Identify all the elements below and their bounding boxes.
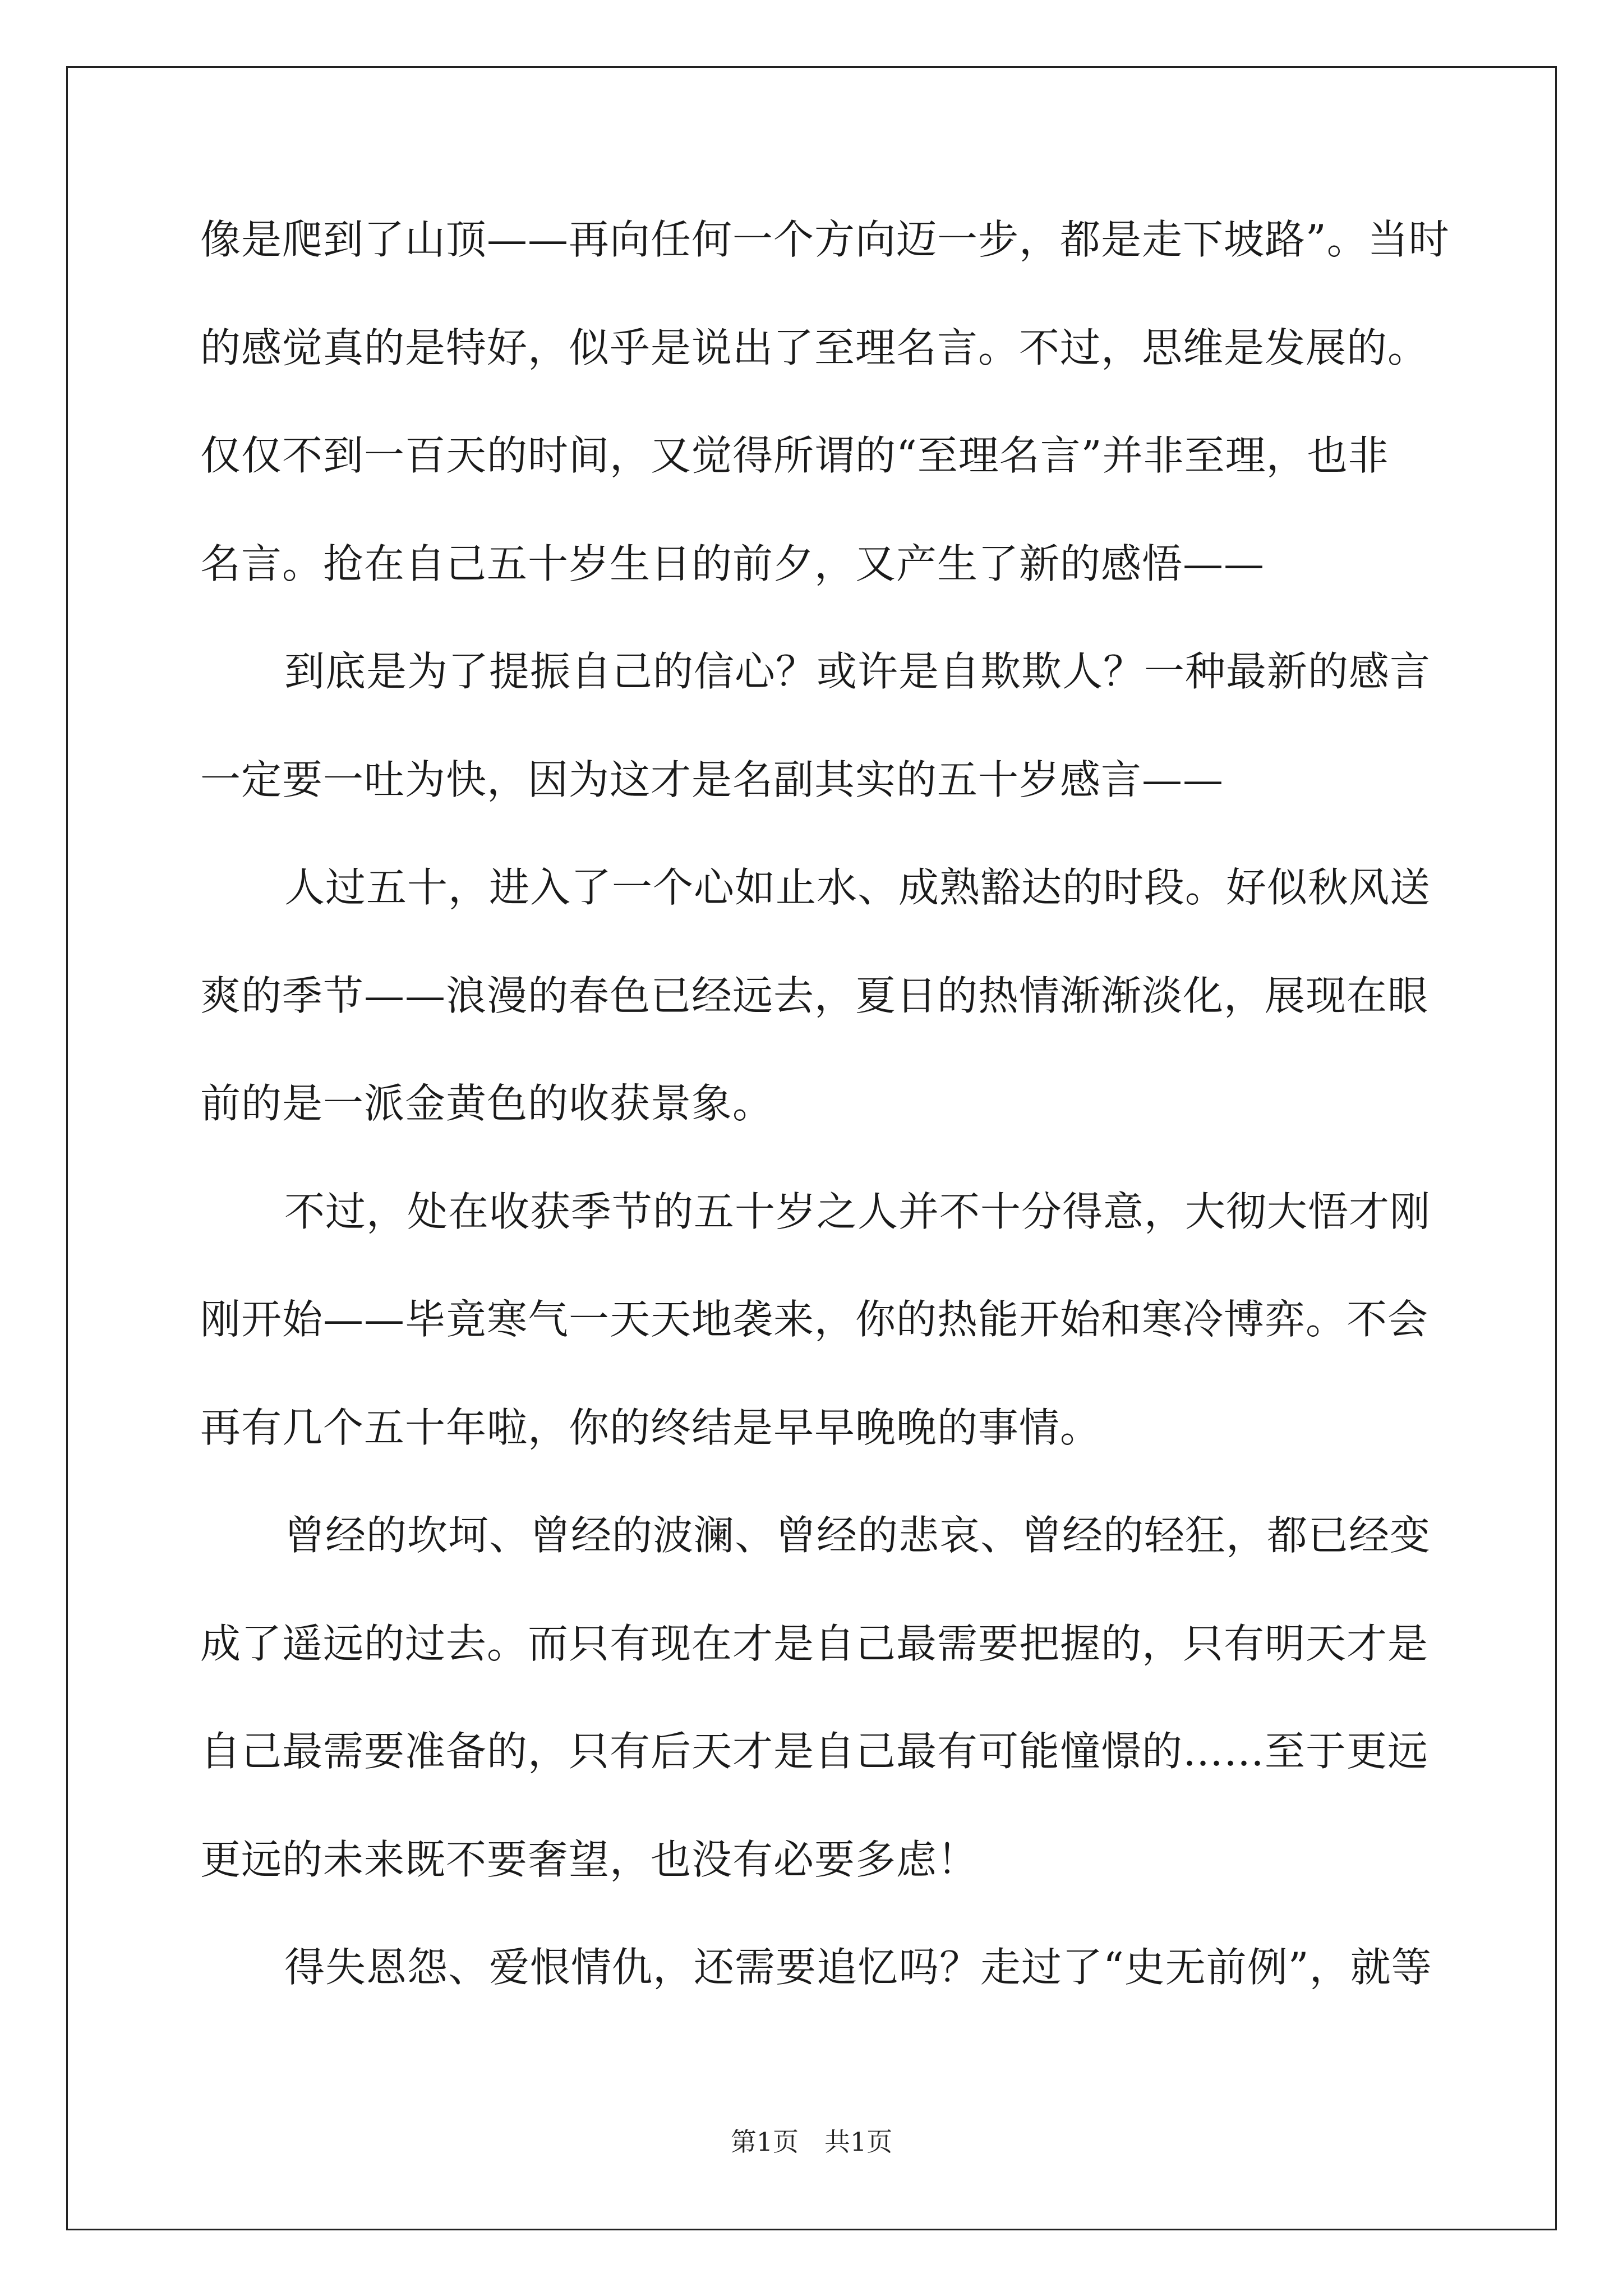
text-line: 再有几个五十年啦，你的终结是早早晚晚的事情。 — [200, 1404, 1101, 1451]
text-line: 到底是为了提振自己的信心？或许是自欺欺人？一种最新的感言 — [284, 648, 1431, 695]
text-line: 像是爬到了山顶——再向任何一个方向迈一步，都是走下坡路”。当时 — [200, 216, 1450, 263]
text-line: 成了遥远的过去。而只有现在才是自己最需要把握的，只有明天才是 — [200, 1619, 1429, 1667]
text-line: 自己最需要准备的，只有后天才是自己最有可能憧憬的……至于更远 — [200, 1728, 1429, 1775]
text-line: 更远的未来既不要奢望，也没有必要多虑！ — [200, 1835, 979, 1883]
text-line: 名言。抢在自己五十岁生日的前夕，又产生了新的感悟—— — [200, 540, 1265, 587]
text-line: 不过，处在收获季节的五十岁之人并不十分得意，大彻大悟才刚 — [284, 1188, 1431, 1235]
document-body — [200, 209, 1450, 2045]
text-line: 曾经的坎坷、曾经的波澜、曾经的悲哀、曾经的轻狂，都已经变 — [284, 1512, 1431, 1559]
text-line: 爽的季节——浪漫的春色已经远去，夏日的热情渐渐淡化，展现在眼 — [200, 972, 1429, 1019]
text-line: 仅仅不到一百天的时间，又觉得所谓的“至理名言”并非至理，也非 — [200, 432, 1389, 479]
page-number-footer: 第1页 共1页 — [730, 2127, 893, 2157]
text-line: 得失恩怨、爱恨情仇，还需要追忆吗？走过了“史无前例”，就等 — [284, 1944, 1432, 1991]
text-line: 前的是一派金黄色的收获景象。 — [200, 1080, 774, 1127]
text-line: 刚开始——毕竟寒气一天天地袭来，你的热能开始和寒冷博弈。不会 — [200, 1296, 1429, 1343]
text-line: 的感觉真的是特好，似乎是说出了至理名言。不过，思维是发展的。 — [200, 324, 1429, 371]
text-line: 人过五十，进入了一个心如止水、成熟豁达的时段。好似秋风送 — [284, 864, 1431, 911]
text-line: 一定要一吐为快，因为这才是名副其实的五十岁感言—— — [200, 756, 1224, 803]
